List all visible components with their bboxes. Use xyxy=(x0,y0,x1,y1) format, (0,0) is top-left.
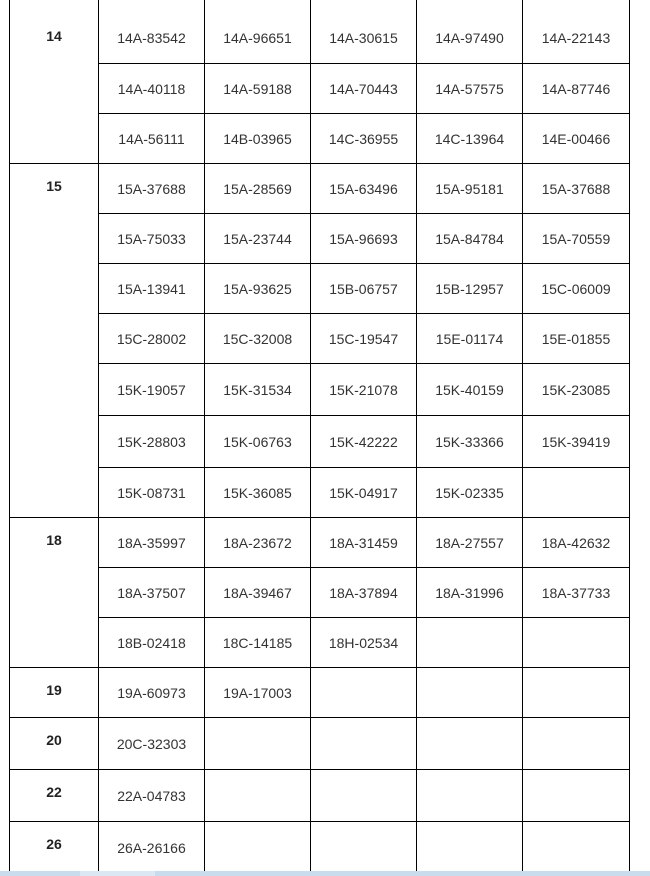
plate-cell xyxy=(417,668,523,718)
table-row xyxy=(10,518,630,568)
plate-cell: 15K-19057 xyxy=(99,364,205,416)
group-label-cell: 19 xyxy=(10,668,99,718)
plate-cell: 15A-37688 xyxy=(523,164,630,214)
plate-cell: 14A-59188 xyxy=(205,64,311,114)
bottom-strip-segment xyxy=(0,871,80,876)
bottom-scroll-strip xyxy=(0,871,650,876)
plate-cell: 14A-87746 xyxy=(523,64,630,114)
table-row xyxy=(10,468,630,518)
plate-cell xyxy=(311,668,417,718)
plate-cell: 14A-83542 xyxy=(99,0,205,64)
plate-cell: 15K-42222 xyxy=(311,416,417,468)
plate-cell xyxy=(311,718,417,770)
plate-cell: 18A-31996 xyxy=(417,568,523,618)
plate-cell: 15K-04917 xyxy=(311,468,417,518)
plate-cell xyxy=(523,468,630,518)
plate-cell: 22A-04783 xyxy=(99,770,205,822)
plate-table-body xyxy=(10,0,630,874)
plate-cell: 14A-56111 xyxy=(99,114,205,164)
table-row xyxy=(10,64,630,114)
table-row xyxy=(10,114,630,164)
plate-table xyxy=(9,0,630,874)
plate-cell xyxy=(205,770,311,822)
plate-cell: 18A-23672 xyxy=(205,518,311,568)
plate-cell: 15K-21078 xyxy=(311,364,417,416)
group-label-cell: 26 xyxy=(10,822,99,874)
plate-cell: 15K-31534 xyxy=(205,364,311,416)
plate-cell: 15A-28569 xyxy=(205,164,311,214)
plate-cell: 18A-37894 xyxy=(311,568,417,618)
plate-cell: 18A-31459 xyxy=(311,518,417,568)
table-row xyxy=(10,364,630,416)
plate-cell xyxy=(417,718,523,770)
plate-cell: 15C-28002 xyxy=(99,314,205,364)
table-row xyxy=(10,668,630,718)
plate-cell: 18H-02534 xyxy=(311,618,417,668)
table-row xyxy=(10,416,630,468)
plate-cell xyxy=(417,770,523,822)
plate-cell: 20C-32303 xyxy=(99,718,205,770)
plate-cell: 14C-36955 xyxy=(311,114,417,164)
plate-cell xyxy=(417,822,523,874)
plate-cell: 14A-70443 xyxy=(311,64,417,114)
table-row xyxy=(10,164,630,214)
plate-cell: 15C-06009 xyxy=(523,264,630,314)
plate-cell: 14C-13964 xyxy=(417,114,523,164)
plate-cell: 15A-23744 xyxy=(205,214,311,264)
plate-cell xyxy=(523,822,630,874)
plate-cell: 15B-12957 xyxy=(417,264,523,314)
plate-cell: 15A-96693 xyxy=(311,214,417,264)
table-row xyxy=(10,314,630,364)
table-row xyxy=(10,0,630,64)
table-row xyxy=(10,214,630,264)
plate-cell: 19A-17003 xyxy=(205,668,311,718)
plate-cell: 15K-40159 xyxy=(417,364,523,416)
plate-cell xyxy=(523,770,630,822)
plate-cell: 15K-02335 xyxy=(417,468,523,518)
plate-cell: 18A-37507 xyxy=(99,568,205,618)
plate-cell xyxy=(205,822,311,874)
plate-cell: 19A-60973 xyxy=(99,668,205,718)
group-label-cell: 14 xyxy=(10,0,99,164)
plate-cell: 18A-39467 xyxy=(205,568,311,618)
plate-cell: 14A-96651 xyxy=(205,0,311,64)
plate-cell: 15A-13941 xyxy=(99,264,205,314)
plate-cell: 15K-23085 xyxy=(523,364,630,416)
plate-cell: 15C-32008 xyxy=(205,314,311,364)
plate-cell xyxy=(523,718,630,770)
plate-cell: 15A-75033 xyxy=(99,214,205,264)
plate-cell: 18A-37733 xyxy=(523,568,630,618)
plate-cell: 15C-19547 xyxy=(311,314,417,364)
bottom-strip-segment xyxy=(155,871,650,876)
table-row xyxy=(10,822,630,874)
group-label-cell: 22 xyxy=(10,770,99,822)
plate-cell: 18B-02418 xyxy=(99,618,205,668)
table-row xyxy=(10,618,630,668)
plate-cell: 14A-40118 xyxy=(99,64,205,114)
plate-cell: 14A-97490 xyxy=(417,0,523,64)
plate-cell: 18C-14185 xyxy=(205,618,311,668)
plate-cell xyxy=(523,618,630,668)
plate-cell xyxy=(417,618,523,668)
table-row xyxy=(10,770,630,822)
plate-cell: 18A-35997 xyxy=(99,518,205,568)
plate-cell: 14A-22143 xyxy=(523,0,630,64)
plate-cell: 14B-03965 xyxy=(205,114,311,164)
plate-cell: 15E-01174 xyxy=(417,314,523,364)
plate-cell: 15A-95181 xyxy=(417,164,523,214)
plate-cell xyxy=(523,668,630,718)
plate-cell: 14E-00466 xyxy=(523,114,630,164)
plate-cell: 15A-84784 xyxy=(417,214,523,264)
plate-cell: 15A-37688 xyxy=(99,164,205,214)
plate-cell: 18A-27557 xyxy=(417,518,523,568)
plate-cell: 15A-70559 xyxy=(523,214,630,264)
group-label-cell: 15 xyxy=(10,164,99,518)
group-label-cell: 18 xyxy=(10,518,99,668)
plate-cell xyxy=(311,770,417,822)
plate-cell: 15A-93625 xyxy=(205,264,311,314)
group-label-cell: 20 xyxy=(10,718,99,770)
plate-cell xyxy=(311,822,417,874)
plate-cell: 14A-57575 xyxy=(417,64,523,114)
plate-cell: 15B-06757 xyxy=(311,264,417,314)
plate-cell: 15K-39419 xyxy=(523,416,630,468)
plate-cell: 15K-06763 xyxy=(205,416,311,468)
plate-cell: 15K-33366 xyxy=(417,416,523,468)
plate-cell: 15K-36085 xyxy=(205,468,311,518)
plate-cell: 15K-28803 xyxy=(99,416,205,468)
plate-cell: 18A-42632 xyxy=(523,518,630,568)
plate-cell: 15A-63496 xyxy=(311,164,417,214)
plate-cell xyxy=(205,718,311,770)
plate-cell: 14A-30615 xyxy=(311,0,417,64)
plate-cell: 26A-26166 xyxy=(99,822,205,874)
plate-cell: 15K-08731 xyxy=(99,468,205,518)
table-row xyxy=(10,718,630,770)
plate-cell: 15E-01855 xyxy=(523,314,630,364)
table-row xyxy=(10,568,630,618)
table-row xyxy=(10,264,630,314)
